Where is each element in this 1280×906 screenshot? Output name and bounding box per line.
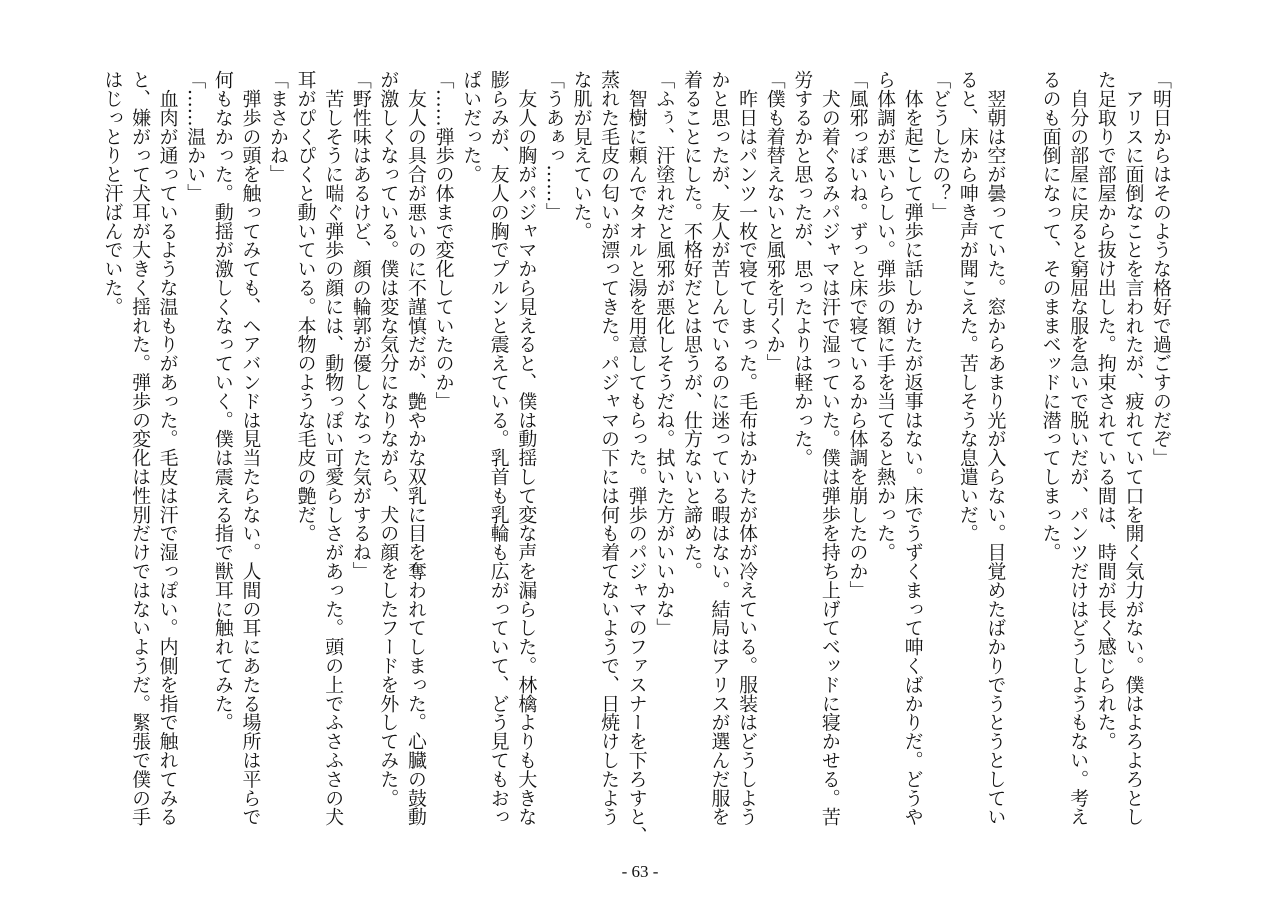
- text-line: 「僕も着替えないと風邪を引くか」: [763, 70, 786, 373]
- text-line: 苦しそうに喘ぐ弾歩の顔には、動物っぽい可愛らしさがあった。頭の上でふさふさの犬: [322, 70, 345, 826]
- text-line: ら体調が悪いらしい。弾歩の額に手を当てると熱かった。: [874, 70, 897, 562]
- text-line: ぱいだった。: [460, 70, 483, 184]
- blank-line: [1008, 70, 1036, 850]
- text-line: 「明日からはそのような格好で過ごすのだぞ」: [1150, 70, 1172, 467]
- text-line: かと思ったが、友人が苦しんでいるのに迷っている暇はない。結局はアリスが選んだ服を: [708, 70, 731, 826]
- text-line: 友人の具合が悪いのに不謹慎だが、艶やかな双乳に目を奪われてしまった。心臓の鼓動: [404, 70, 427, 826]
- text-line: 着ることにした。不格好だとは思うが、仕方ないと諦めた。: [680, 70, 703, 581]
- text-line: 友人の胸がパジャマから見えると、僕は動揺して変な声を漏らした。林檎よりも大きな: [515, 70, 538, 826]
- text-line: ると、床から呻き声が聞こえた。苦しそうな息遣いだ。: [956, 70, 979, 543]
- text-line: るのも面倒になって、そのままベッドに潜ってしまった。: [1039, 70, 1062, 562]
- text-line: 智樹に頼んでタオルと湯を用意してもらった。弾歩のパジャマのファスナーを下ろすと、: [625, 70, 648, 845]
- text-line: 「風邪っぽいね。ずっと床で寝ているから体調を崩したのか」: [846, 70, 869, 600]
- text-line: な肌が見えていた。: [570, 70, 593, 241]
- text-line: と、嫌がって犬耳が大きく揺れた。弾歩の変化は性別だけではないようだ。緊張で僕の手: [129, 70, 152, 826]
- text-line: はじっとりと汗ばんでいた。: [101, 70, 124, 316]
- text-line: 何もなかった。動揺が激しくなっていく。僕は震える指で獣耳に触れてみた。: [211, 70, 234, 732]
- text-line: 蒸れた毛皮の匂いが漂ってきた。パジャマの下には何も着てないようで、日焼けしたよう: [598, 70, 621, 826]
- vertical-body-text: [98, 70, 1174, 850]
- text-line: 耳がぴくぴくと動いている。本物のような毛皮の艶だ。: [294, 70, 317, 543]
- text-line: 膨らみが、友人の胸でプルンと震えている。乳首も乳輪も広がっていて、どう見てもおっ: [487, 70, 510, 826]
- text-line: 「……弾歩の体まで変化していたのか」: [432, 70, 455, 411]
- text-line: 自分の部屋に戻ると窮屈な服を急いで脱いだが、パンツだけはどうしようもない。考え: [1067, 70, 1090, 826]
- text-line: 翌朝は空が曇っていた。窓からあまり光が入らない。目覚めたばかりでうとうとしてい: [984, 70, 1007, 826]
- text-line: アリスに面倒なことを言われたが、疲れていて口を開く気力がない。僕はよろよろとし: [1122, 70, 1145, 826]
- text-line: が激しくなっている。僕は変な気分になりながら、犬の顔をしたフードを外してみた。: [377, 70, 400, 808]
- text-line: 「まさかね」: [267, 70, 289, 184]
- text-line: 昨日はパンツ一枚で寝てしまった。毛布はかけたが体が冷えている。服装はどうしよう: [736, 70, 759, 826]
- text-line: 「……温かい」: [184, 70, 207, 203]
- text-line: 血肉が通っているような温もりがあった。毛皮は汗で湿っぽい。内側を指で触れてみる: [156, 70, 179, 826]
- text-line: 「ふぅ、汗塗れだと風邪が悪化しそうだね。拭いた方がいいかな」: [653, 70, 676, 637]
- text-line: 弾歩の頭を触ってみても、ヘアバンドは見当たらない。人間の耳にあたる場所は平らで: [239, 70, 262, 826]
- text-line: た足取りで部屋から抜け出した。拘束されている間は、時間が長く感じられた。: [1094, 70, 1117, 751]
- text-line: 犬の着ぐるみパジャマは汗で湿っていた。僕は弾歩を持ち上げてベッドに寝かせる。苦: [818, 70, 841, 826]
- text-line: 「うあぁっ……」: [542, 70, 565, 222]
- text-line: 労するかと思ったが、思ったよりは軽かった。: [791, 70, 814, 467]
- page-number: - 63 -: [621, 862, 659, 881]
- text-line: 「野性味はあるけど、顔の輪郭が優しくなった気がするね」: [349, 70, 372, 581]
- text-line: 「どうしたの？」: [929, 70, 952, 222]
- text-line: 体を起こして弾歩に話しかけたが返事はない。床でうずくまって呻くばかりだ。どうや: [901, 70, 924, 826]
